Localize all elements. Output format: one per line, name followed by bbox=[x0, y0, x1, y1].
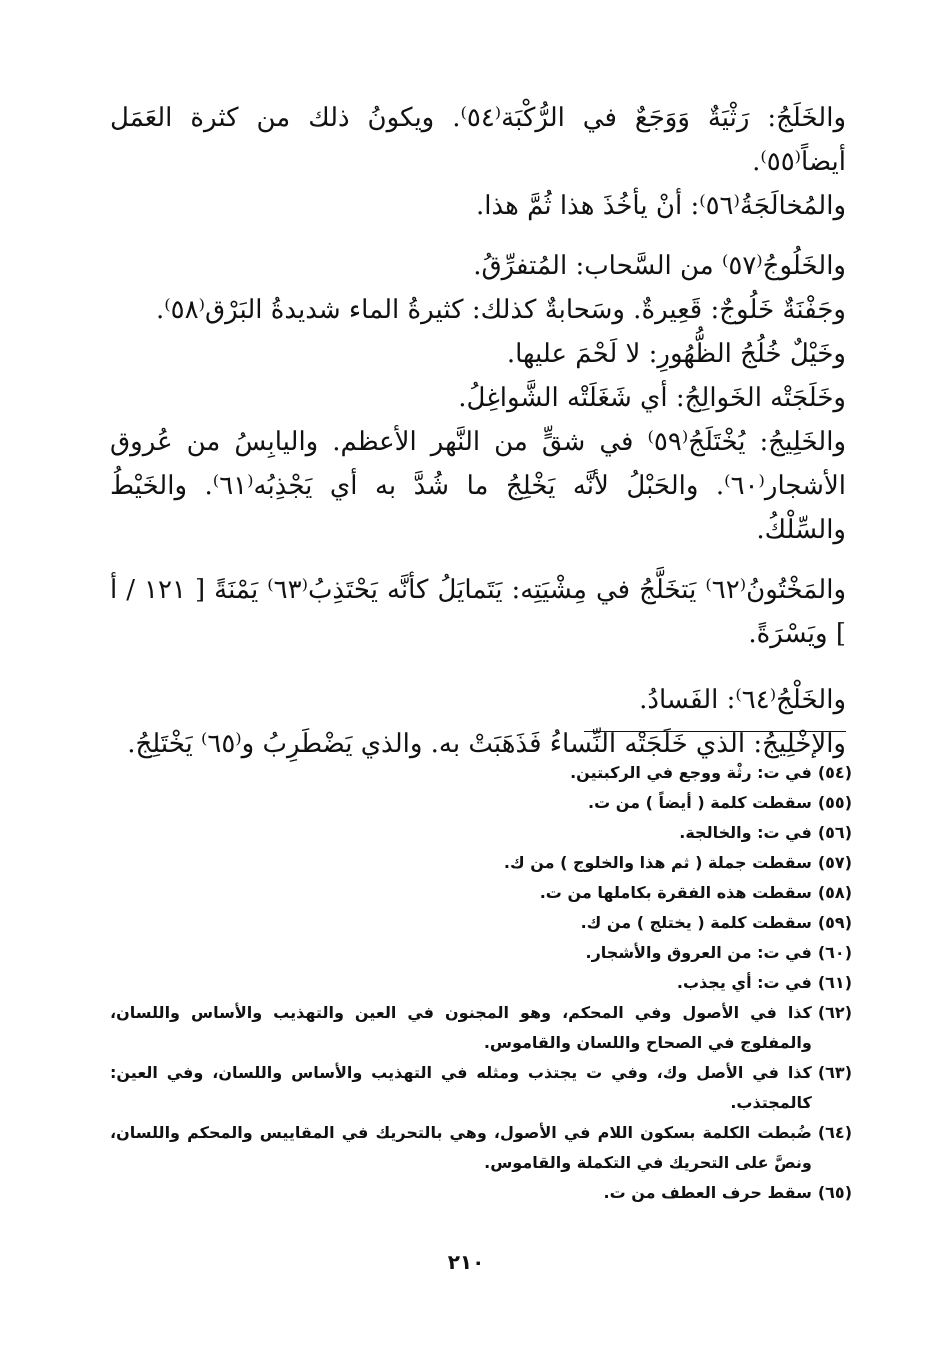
entry-line: والخَلُوجُ⁽٥٧⁾ من السَّحاب: المُتفرِّقُ. bbox=[473, 251, 846, 281]
footnote-number: (٦١) bbox=[817, 973, 852, 992]
footnote-number: (٦٠) bbox=[817, 943, 852, 962]
page-number: ٢١٠ bbox=[447, 1250, 485, 1274]
footnote bbox=[110, 998, 852, 1058]
footnote-number: (٦٤) bbox=[817, 1123, 852, 1142]
footnote-number: (٥٩) bbox=[817, 913, 852, 932]
footnote-number: (٥٤) bbox=[817, 763, 852, 782]
footnote bbox=[110, 1118, 852, 1178]
footnote-text: كذا في الأصول وفي المحكم، وهو المجنون في العين والتهذيب والأساس واللسان، والمفلوج في الصحاح واللسان والقاموس. bbox=[110, 1003, 812, 1052]
footnote-text: سقطت كلمة ( يختلج ) من ك. bbox=[580, 913, 812, 932]
footnote bbox=[110, 788, 852, 818]
footnote-number: (٦٣) bbox=[817, 1063, 852, 1082]
footnote bbox=[110, 878, 852, 908]
footnote-text: سقطت جملة ( ثم هذا والخلوج ) من ك. bbox=[503, 853, 812, 872]
footnote bbox=[110, 758, 852, 788]
entry-line: والإخْلِيجُ: الذي خَلَجَتْه النِّساءُ فَذَهَبَتْ به. والذي يَضْطَرِبُ و⁽٦٥⁾ يَخْتَلِجُ. bbox=[127, 729, 846, 759]
entry-line: والمُخالَجَةُ⁽٥٦⁾: أنْ يأخُذَ هذا ثُمَّ هذا. bbox=[475, 191, 846, 221]
entry-line: والمَخْتُونُ⁽٦٢⁾ يَتخَلَّجُ في مِشْيَتِه: يَتَمايَلُ كأنَّه يَحْتَذِبُ⁽٦٣⁾ يَمْنَةً [ ١٢١ / أ ] ويَسْرَةً. bbox=[110, 575, 847, 649]
footnote-text: في ت: رثْة ووجع في الركبتين. bbox=[570, 763, 812, 782]
footnote-text: في ت: والخالجة. bbox=[679, 823, 812, 842]
footnote-text: في ت: أي يجذب. bbox=[676, 973, 812, 992]
footnote bbox=[110, 1058, 852, 1118]
footnote-text: ضُبطت الكلمة بسكون اللام في الأصول، وهي بالتحريك في المقاييس والمحكم واللسان، ونصَّ على التحريك في التكملة والقاموس. bbox=[110, 1123, 812, 1172]
footnote-number: (٥٧) bbox=[817, 853, 852, 872]
entry-line: وخَلَجَتْه الخَوالِجُ: أي شَغَلَتْه الشَّواغِلُ. bbox=[458, 383, 846, 413]
main-text bbox=[110, 96, 846, 766]
footnote bbox=[110, 938, 852, 968]
footnote-text: سقطت هذه الفقرة بكاملها من ت. bbox=[539, 883, 812, 902]
footnote-text: سقطت كلمة ( أيضاً ) من ت. bbox=[588, 793, 812, 812]
entry-line: والخَلَجُ: رَثْيَةٌ وَوَجَعٌ في الرُّكْبَة⁽٥٤⁾. ويكونُ ذلك من كثرة العَمَل أيضاً⁽٥٥⁾. bbox=[110, 103, 846, 177]
entry-line: وخَيْلٌ خُلُجُ الظُّهُورِ: لا لَحْمَ عليها. bbox=[506, 339, 846, 369]
entry-line: والخَلِيجُ: يُخْتَلَجُ⁽٥٩⁾ في شقٍّ من النَّهر الأعظم. واليابِسُ من عُروق الأشجار⁽٦٠⁾. والحَبْلُ لأنَّه يَخْلِجُ ما شُدَّ به أي يَجْذِبُه⁽٦١⁾. والخَيْطُ والسِّلْكُ. bbox=[110, 427, 847, 545]
footnote bbox=[110, 818, 852, 848]
footnote-text: كذا في الأصل وك، وفي ت يجتذب ومثله في التهذيب والأساس واللسان، وفي العين: كالمجتذب. bbox=[110, 1063, 812, 1112]
footnote bbox=[110, 908, 852, 938]
footnote-number: (٥٦) bbox=[817, 823, 852, 842]
footnote-separator bbox=[584, 731, 846, 732]
footnote bbox=[110, 848, 852, 878]
entry-line: والخَلْجُ⁽٦٤⁾: الفَسادُ. bbox=[639, 685, 846, 715]
footnote-text: في ت: من العروق والأشجار. bbox=[585, 943, 812, 962]
footnote-number: (٥٨) bbox=[817, 883, 852, 902]
footnote-number: (٦٥) bbox=[817, 1183, 852, 1202]
footnote bbox=[110, 968, 852, 998]
footnote-number: (٥٥) bbox=[817, 793, 852, 812]
footnote-number: (٦٢) bbox=[817, 1003, 852, 1022]
footnote-text: سقط حرف العطف من ت. bbox=[603, 1183, 812, 1202]
footnote bbox=[110, 1178, 852, 1208]
entry-line: وجَفْنَةٌ خَلُوجٌ: قَعِيرةٌ. وسَحابةٌ كذلك: كثيرةُ الماء شديدةُ البَرْق⁽٥٨⁾. bbox=[155, 295, 846, 325]
footnotes bbox=[110, 758, 852, 1208]
